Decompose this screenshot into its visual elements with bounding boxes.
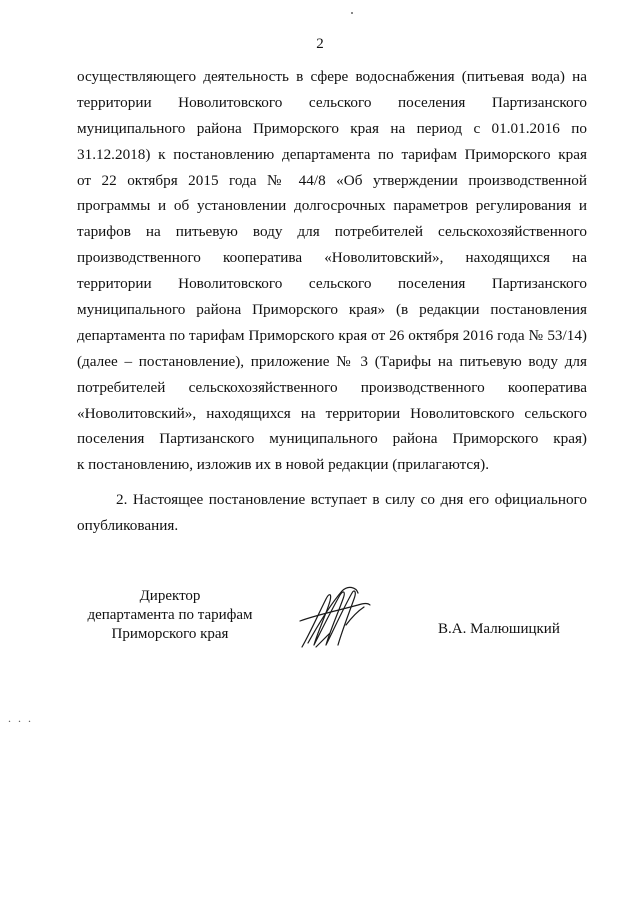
text-line: производственного кооператива «Новолитовский», находящихся на bbox=[77, 249, 587, 267]
text-line: к постановлению, изложив их в новой редакции (прилагаются). bbox=[77, 456, 489, 474]
signatory-title-line: Директор bbox=[139, 588, 201, 604]
text-line: департамента по тарифам Приморского края от 26 октября 2016 года № 53/14) bbox=[77, 326, 587, 344]
paragraph-1 bbox=[77, 64, 587, 478]
page-number: 2 bbox=[316, 36, 324, 52]
text-line: программы и об установлении долгосрочных параметров регулирования и bbox=[77, 197, 587, 215]
scan-speck bbox=[351, 12, 353, 14]
text-line: от 22 октября 2015 года № 44/8 «Об утверждении производственной bbox=[77, 171, 587, 189]
signatory-title-line: Приморского края bbox=[111, 626, 229, 642]
signatory-title-line: департамента по тарифам bbox=[87, 607, 253, 623]
paragraph-2 bbox=[77, 487, 587, 539]
text-line: «Новолитовский», находящихся на территории Новолитовского сельского bbox=[77, 404, 587, 422]
handwritten-signature bbox=[296, 585, 376, 653]
text-line: территории Новолитовского сельского поселения Партизанского bbox=[77, 93, 587, 111]
text-line: муниципального района Приморского края» (в редакции постановления bbox=[77, 301, 587, 319]
signatory-title bbox=[60, 587, 280, 644]
text-line: муниципального района Приморского края на период с 01.01.2016 по bbox=[77, 119, 587, 137]
margin-mark: . . . bbox=[8, 711, 33, 725]
text-line: 2. Настоящее постановление вступает в силу со дня его официального bbox=[116, 491, 587, 509]
text-line: потребителей сельскохозяйственного производственного кооператива bbox=[77, 378, 587, 396]
text-line: (далее – постановление), приложение № 3 (Тарифы на питьевую воду для bbox=[77, 352, 587, 370]
text-line: поселения Партизанского муниципального района Приморского края) bbox=[77, 430, 587, 448]
text-line: осуществляющего деятельность в сфере водоснабжения (питьевая вода) на bbox=[77, 68, 587, 85]
signatory-name: В.А. Малюшицкий bbox=[438, 621, 560, 637]
document-body bbox=[77, 64, 587, 539]
text-line: опубликования. bbox=[77, 517, 179, 535]
text-line: тарифов на питьевую воду для потребителей сельскохозяйственного bbox=[77, 223, 587, 241]
text-line: территории Новолитовского сельского поселения Партизанского bbox=[77, 275, 587, 293]
text-line: 31.12.2018) к постановлению департамента по тарифам Приморского края bbox=[77, 145, 587, 163]
